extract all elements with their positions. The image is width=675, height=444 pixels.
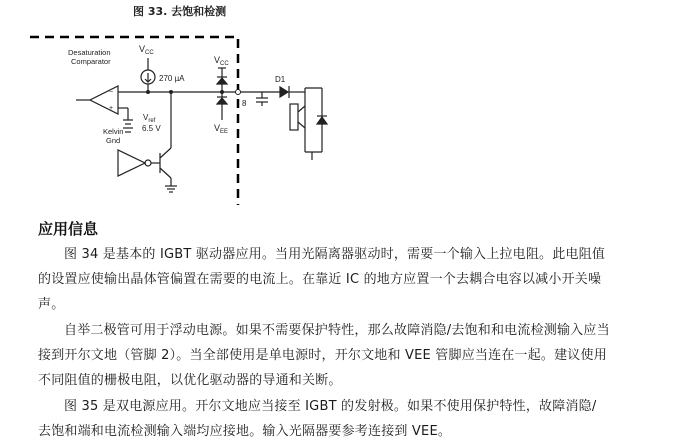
paragraph-2 (38, 318, 638, 393)
minus-sign: − (109, 89, 114, 96)
comparator-label-line2: Comparator (71, 57, 111, 66)
comparator-label-line1: Desaturation (68, 48, 111, 57)
junction-dot (169, 90, 173, 94)
paragraph-line: 声。 (38, 297, 65, 312)
current-value-label: 270 µA (159, 74, 185, 83)
plus-sign: + (109, 105, 114, 112)
paragraph-line: 不同阻值的栅极电阻，以优化驱动器的导通和关断。 (38, 373, 342, 388)
d1-label: D1 (275, 75, 286, 84)
paragraph-line: 的设置应使输出晶体管偏置在需要的电流上。在靠近 IC 的地方应置一个去耦合电容以减小开关噪 (38, 272, 602, 287)
section-title: 应用信息 (38, 220, 99, 238)
pin-terminal (236, 90, 241, 95)
vee-label: $V_{EE}$ (214, 123, 229, 135)
paragraph-1 (38, 242, 638, 317)
vref-value-label: 6.5 V (142, 124, 161, 133)
kelvin-gnd-label-line1: Kelvin (103, 127, 124, 136)
desaturation-detection-diagram (0, 0, 675, 215)
vcc-right-label: $V_{CC}$ (214, 55, 229, 67)
current-source (141, 58, 155, 92)
inverter-buffer (118, 148, 177, 192)
paragraph-line: 接到开尔文地（管脚 2）。当全部使用是单电源时，开尔文地和 VEE 管脚应当连在一起。建议使用 (38, 348, 607, 363)
vref-source (123, 108, 133, 132)
kelvin-gnd-label-line2: Gnd (106, 136, 121, 145)
paragraph-line: 图 35 是双电源应用。开尔文地应当接至 IGBT 的发射极。如果不使用保护特性，故障消隐/ (64, 399, 597, 414)
ic-boundary (30, 37, 238, 205)
junction-dot (220, 90, 224, 94)
paragraph-line: 自举二极管可用于浮动电源。如果不需要保护特性，那么故障消隐/去饱和和电流检测输入应当 (64, 323, 610, 338)
vcc-top-label: $V_{CC}$ (139, 44, 154, 56)
junction-dot (146, 90, 150, 94)
external-circuit (240, 86, 327, 160)
pin-number: 8 (242, 99, 247, 108)
paragraph-3 (38, 394, 638, 444)
paragraph-line: 图 34 是基本的 IGBT 驱动器应用。当用光隔离器驱动时，需要一个输入上拉电阻。此电阻值 (64, 247, 606, 262)
figure-caption: 图 33. 去饱和检测 (133, 5, 227, 18)
vref-label: $V_{ref}$ (143, 113, 156, 124)
paragraph-line: 去饱和端和电流检测输入端均应接地。输入光隔器要参考连接到 VEE。 (38, 424, 452, 439)
